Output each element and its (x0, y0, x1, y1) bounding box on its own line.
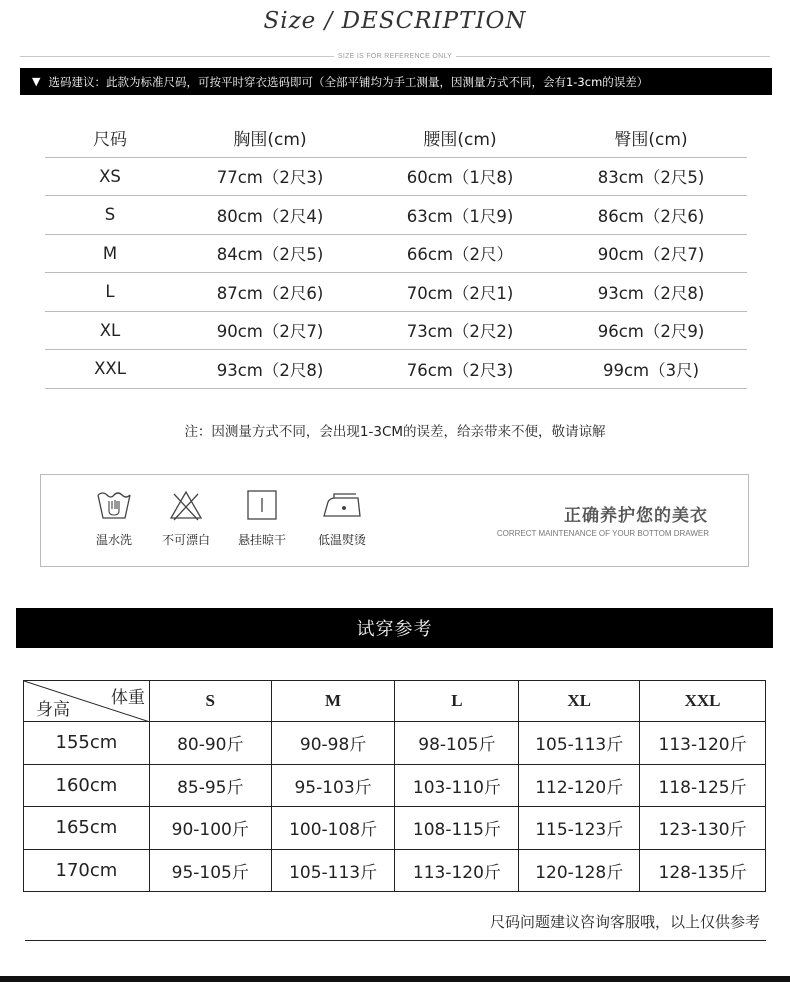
size-header: L (395, 681, 519, 722)
care-label: 不可漂白 (161, 533, 210, 547)
no-bleach-icon (167, 489, 205, 521)
care-title: 正确养护您的美衣 (564, 506, 708, 526)
table-row (24, 849, 766, 892)
size-table (45, 118, 747, 389)
bust-cell: 84cm（2尺5) (175, 234, 365, 273)
weight-cell: 118-125斤 (640, 764, 766, 807)
low-iron-icon (320, 489, 364, 521)
size-header: XXL (640, 681, 766, 722)
header (0, 8, 790, 34)
hang-dry-icon (243, 489, 281, 521)
hip-cell: 99cm（3尺) (555, 350, 747, 389)
height-cell: 165cm (24, 807, 150, 850)
waist-cell: 60cm（1尺8) (365, 157, 555, 196)
size-table-header (45, 118, 747, 157)
size-tip-bar (20, 68, 772, 95)
bust-cell: 77cm（2尺3) (175, 157, 365, 196)
table-row (45, 273, 747, 312)
bust-cell: 80cm（2尺4) (175, 196, 365, 235)
corner-cell (24, 681, 150, 722)
try-on-header: 试穿参考 (16, 608, 773, 648)
height-cell: 160cm (24, 764, 150, 807)
waist-cell: 66cm（2尺） (365, 234, 555, 273)
size-cell: XL (45, 311, 175, 350)
divider (25, 940, 766, 941)
table-row (45, 311, 747, 350)
try-on-table (23, 680, 766, 892)
size-cell: L (45, 273, 175, 312)
size-header: S (149, 681, 271, 722)
divider (20, 56, 334, 57)
hip-cell: 90cm（2尺7) (555, 234, 747, 273)
table-row (45, 350, 747, 389)
table-row (24, 807, 766, 850)
bottom-bar (0, 976, 790, 982)
try-on-header-row (24, 681, 766, 722)
divider (456, 56, 770, 57)
care-item-hang-dry (227, 489, 297, 548)
height-cell: 155cm (24, 722, 150, 765)
page-subtitle: SIZE IS FOR REFERENCE ONLY (337, 52, 453, 60)
size-cell: XXL (45, 350, 175, 389)
care-label: 悬挂晾干 (237, 533, 286, 547)
weight-cell: 90-100斤 (149, 807, 271, 850)
care-item-no-bleach (151, 489, 221, 548)
table-row (24, 764, 766, 807)
bust-cell: 87cm（2尺6) (175, 273, 365, 312)
weight-cell: 103-110斤 (395, 764, 519, 807)
size-tip-text: 选码建议：此款为标准尺码，可按平时穿衣选码即可（全部平铺均为手工测量，因测量方式不同，会有1-3cm的误差） (48, 74, 649, 89)
weight-cell: 95-105斤 (149, 849, 271, 892)
weight-cell: 90-98斤 (271, 722, 395, 765)
header-bust: 胸围(cm) (175, 118, 365, 157)
table-row (45, 234, 747, 273)
weight-cell: 128-135斤 (640, 849, 766, 892)
waist-cell: 76cm（2尺3) (365, 350, 555, 389)
size-cell: S (45, 196, 175, 235)
header-size: 尺码 (45, 118, 175, 157)
care-instructions (40, 474, 749, 567)
waist-cell: 63cm（1尺9) (365, 196, 555, 235)
hip-cell: 93cm（2尺8) (555, 273, 747, 312)
weight-cell: 115-123斤 (519, 807, 640, 850)
size-header: XL (519, 681, 640, 722)
header-waist: 腰围(cm) (365, 118, 555, 157)
size-cell: M (45, 234, 175, 273)
table-row (24, 722, 766, 765)
weight-cell: 95-103斤 (271, 764, 395, 807)
height-cell: 170cm (24, 849, 150, 892)
hip-cell: 86cm（2尺6) (555, 196, 747, 235)
weight-cell: 120-128斤 (519, 849, 640, 892)
care-item-low-iron (307, 489, 377, 548)
weight-cell: 85-95斤 (149, 764, 271, 807)
weight-cell: 108-115斤 (395, 807, 519, 850)
weight-label: 体重 (110, 688, 145, 708)
weight-cell: 100-108斤 (271, 807, 395, 850)
care-label: 低温熨烫 (317, 533, 366, 547)
weight-cell: 105-113斤 (271, 849, 395, 892)
hip-cell: 83cm（2尺5) (555, 157, 747, 196)
care-subtitle: CORRECT MAINTENANCE OF YOUR BOTTOM DRAWER (496, 529, 709, 538)
weight-cell: 113-120斤 (395, 849, 519, 892)
size-cell: XS (45, 157, 175, 196)
height-label: 身高 (36, 700, 70, 720)
size-header: M (271, 681, 395, 722)
subtitle-row (20, 50, 770, 62)
triangle-down-icon: ▼ (32, 75, 41, 88)
table-row (45, 157, 747, 196)
warm-wash-icon (95, 489, 133, 521)
waist-cell: 73cm（2尺2) (365, 311, 555, 350)
care-item-warm-wash (79, 489, 149, 548)
bust-cell: 90cm（2尺7) (175, 311, 365, 350)
bust-cell: 93cm（2尺8) (175, 350, 365, 389)
weight-cell: 123-130斤 (640, 807, 766, 850)
care-label: 温水洗 (95, 533, 132, 547)
weight-cell: 98-105斤 (395, 722, 519, 765)
waist-cell: 70cm（2尺1) (365, 273, 555, 312)
footer-note: 尺码问题建议咨询客服哦，以上仅供参考 (489, 913, 760, 931)
weight-cell: 112-120斤 (519, 764, 640, 807)
hip-cell: 96cm（2尺9) (555, 311, 747, 350)
page-title: Size / DESCRIPTION (263, 8, 527, 34)
header-hip: 臀围(cm) (555, 118, 747, 157)
weight-cell: 80-90斤 (149, 722, 271, 765)
measurement-note: 注：因测量方式不同，会出现1-3CM的误差，给亲带来不便，敬请谅解 (184, 424, 606, 440)
table-row (45, 196, 747, 235)
weight-cell: 113-120斤 (640, 722, 766, 765)
weight-cell: 105-113斤 (519, 722, 640, 765)
